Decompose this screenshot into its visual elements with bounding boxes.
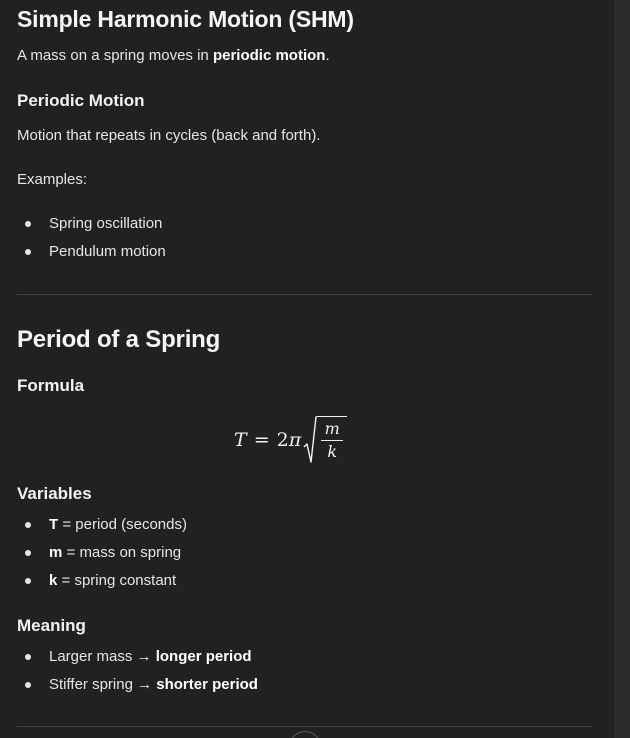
list-item [17, 643, 258, 671]
scrollbar-track[interactable] [614, 0, 630, 738]
variables-heading: Variables [17, 484, 92, 503]
formula-heading: Formula [17, 376, 85, 395]
bullet-icon [25, 654, 31, 660]
intro-prefix: A mass on a spring moves in [17, 47, 213, 64]
variable-desc: = period (seconds) [58, 516, 187, 533]
formula-denominator: k [327, 442, 338, 462]
list-item [17, 210, 166, 238]
period-formula [234, 414, 347, 466]
radical-icon [303, 415, 317, 465]
formula-sqrt [303, 415, 347, 465]
formula-fraction [317, 416, 347, 465]
scroll-down-button[interactable] [289, 731, 321, 738]
intro-bold: periodic motion [212, 47, 326, 64]
list-item [17, 539, 187, 567]
bullet-icon [25, 550, 31, 556]
meaning-prefix: Larger mass → [49, 648, 156, 665]
formula-lhs: T [234, 429, 247, 451]
variables-list [17, 511, 187, 595]
formula-coef: 2 [276, 429, 289, 451]
meaning-bold: longer period [155, 648, 252, 665]
variable-symbol: T [49, 516, 59, 533]
fraction-bar [321, 440, 343, 441]
meaning-heading: Meaning [17, 616, 86, 635]
bullet-icon [25, 522, 31, 528]
list-item [17, 238, 166, 266]
variable-desc: = spring constant [57, 572, 177, 589]
list-item [17, 671, 258, 699]
intro-paragraph [17, 47, 330, 64]
meaning-bold: shorter period [156, 676, 258, 693]
bullet-icon [25, 249, 31, 255]
meaning-list [17, 643, 258, 699]
variable-desc: = mass on spring [62, 544, 182, 561]
formula-numerator: m [324, 419, 340, 438]
meaning-prefix: Stiffer spring → [49, 676, 157, 693]
intro-suffix: . [325, 47, 330, 64]
section-title: Period of a Spring [17, 326, 221, 353]
section-divider [17, 294, 592, 295]
formula-equals: = [253, 429, 270, 451]
page-title: Simple Harmonic Motion (SHM) [17, 6, 354, 32]
example-text: Spring oscillation [49, 215, 163, 232]
bullet-icon [25, 221, 31, 227]
periodic-motion-heading: Periodic Motion [17, 91, 145, 110]
list-item [17, 511, 187, 539]
examples-list [17, 210, 166, 266]
formula-pi: π [288, 429, 302, 451]
section-divider-bottom [17, 726, 592, 727]
variable-symbol: k [49, 572, 58, 589]
examples-label: Examples: [17, 171, 88, 188]
bullet-icon [25, 578, 31, 584]
variable-symbol: m [49, 544, 63, 561]
bullet-icon [25, 682, 31, 688]
list-item [17, 567, 187, 595]
periodic-motion-description: Motion that repeats in cycles (back and forth). [17, 127, 321, 144]
example-text: Pendulum motion [49, 243, 166, 260]
